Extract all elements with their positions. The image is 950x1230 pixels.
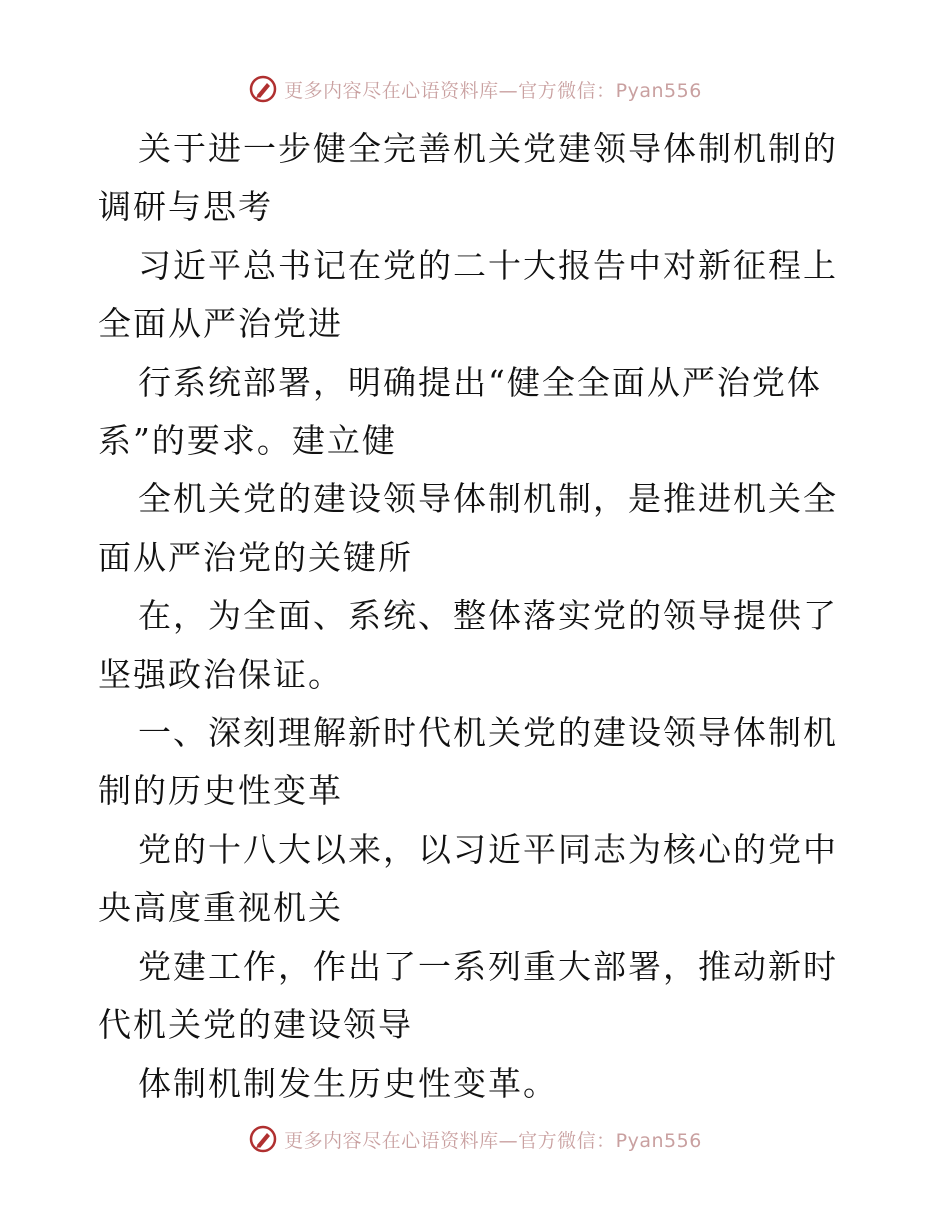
banner-text: 更多内容尽在心语资料库—官方微信：Pyan556 (284, 1129, 702, 1152)
paragraph: 全机关党的建设领导体制机制，是推进机关全面从严治党的关键所 (98, 479, 838, 577)
paragraph: 习近平总书记在党的二十大报告中对新征程上全面从严治党进 (98, 245, 838, 344)
footer-banner (0, 1122, 950, 1156)
section-heading: 一、深刻理解新时代机关党的建设领导体制机制的历史性变革 (98, 713, 838, 811)
paragraph: 体制机制发生历史性变革。 (138, 1063, 558, 1103)
paragraph: 党建工作，作出了一系列重大部署，推动新时代机关党的建设领导 (98, 946, 838, 1045)
paragraph: 党的十八大以来，以习近平同志为核心的党中央高度重视机关 (98, 829, 838, 928)
paragraph-title: 关于进一步健全完善机关党建领导体制机制的调研与思考 (98, 129, 838, 227)
paragraph: 在，为全面、系统、整体落实党的领导提供了坚强政治保证。 (98, 596, 838, 694)
banner-text: 更多内容尽在心语资料库—官方微信：Pyan556 (284, 79, 702, 102)
paragraph: 行系统部署，明确提出“健全全面从严治党体系”的要求。建立健 (98, 362, 822, 461)
pen-logo-icon (248, 1124, 278, 1154)
header-banner (0, 72, 950, 106)
pen-logo-icon (248, 74, 278, 104)
document-body (98, 120, 858, 1113)
